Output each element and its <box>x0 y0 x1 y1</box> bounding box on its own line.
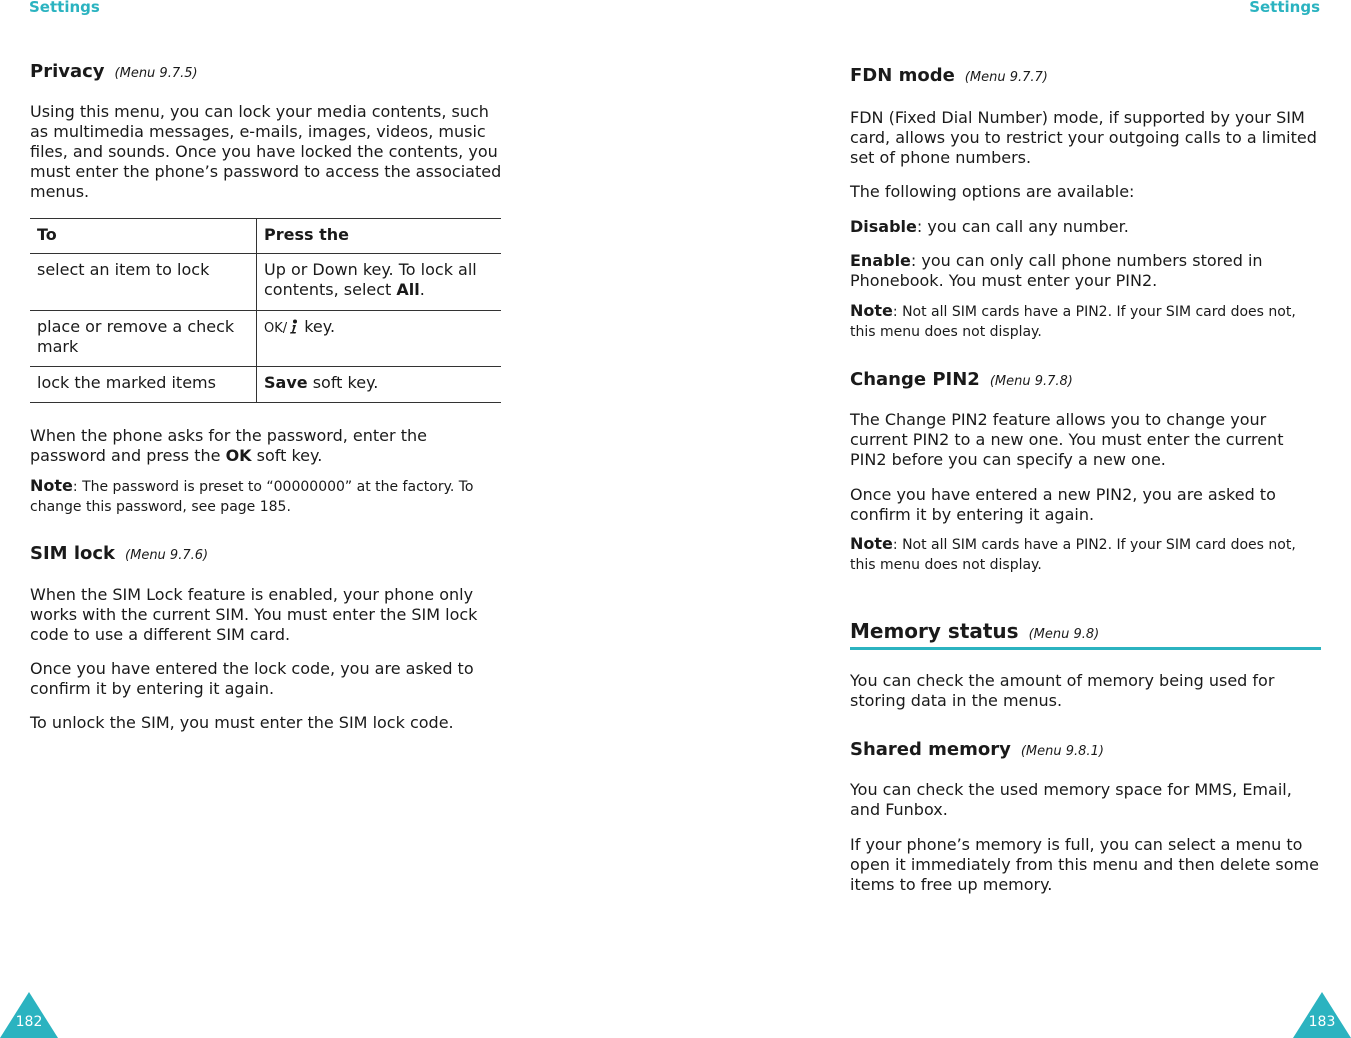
memory-heading <box>850 619 1321 647</box>
simlock-title: SIM lock <box>30 543 116 564</box>
memory-p1: You can check the amount of memory being used for storing data in the menus. <box>850 671 1275 710</box>
fdn-note: Note: Not all SIM cards have a PIN2. If your SIM card does not, this menu does not display. <box>850 301 1296 340</box>
shared-title: Shared memory <box>850 739 1011 760</box>
simlock-p3: To unlock the SIM, you must enter the SIM lock code. <box>30 713 454 732</box>
shared-p1: You can check the used memory space for MMS, Email, and Funbox. <box>850 780 1292 819</box>
simlock-menu-ref: (Menu 9.7.6) <box>125 548 209 563</box>
privacy-after-table: When the phone asks for the password, enter the password and press the OK soft key. <box>30 426 427 465</box>
table-row <box>30 254 501 311</box>
ok-key-label: OK/ <box>264 321 288 336</box>
shared-heading <box>850 739 1321 763</box>
privacy-menu-ref: (Menu 9.7.5) <box>114 66 198 81</box>
privacy-title: Privacy <box>30 61 105 82</box>
table-cell-to: place or remove a check mark <box>30 311 257 367</box>
page-number-left: 182 <box>0 992 58 1038</box>
privacy-body: Using this menu, you can lock your media contents, such as multimedia messages, e-mails, images, videos, music files, and sounds. Once you have locked the contents, you must enter the phone’s password to access the associated menus. <box>30 102 502 201</box>
table-cell-to: lock the marked items <box>30 367 257 403</box>
fdn-heading <box>850 65 1321 89</box>
fdn-enable: Enable: you can only call phone numbers stored in Phonebook. You must enter your PIN2. <box>850 251 1263 290</box>
table-cell-to: select an item to lock <box>30 254 257 311</box>
table-cell-press: Save soft key. <box>257 367 502 403</box>
table-header-press: Press the <box>257 219 502 254</box>
memory-menu-ref: (Menu 9.8) <box>1028 627 1100 642</box>
fdn-p2: The following options are available: <box>850 182 1135 201</box>
simlock-heading <box>30 543 502 567</box>
running-header-left: Settings <box>29 0 100 16</box>
fdn-p1: FDN (Fixed Dial Number) mode, if supported by your SIM card, allows you to restrict your outgoing calls to a limited set of phone numbers. <box>850 108 1317 167</box>
fdn-disable: Disable: you can call any number. <box>850 217 1129 236</box>
fdn-menu-ref: (Menu 9.7.7) <box>964 70 1048 85</box>
table-row <box>30 311 501 367</box>
shared-p2: If your phone’s memory is full, you can select a menu to open it immediately from this menu and then delete some items to free up memory. <box>850 835 1319 894</box>
simlock-p2: Once you have entered the lock code, you are asked to confirm it by entering it again. <box>30 659 474 698</box>
info-key-icon <box>287 319 299 334</box>
pin2-p1: The Change PIN2 feature allows you to change your current PIN2 to a new one. You must enter the current PIN2 before you can specify a new one. <box>850 410 1284 469</box>
privacy-note: Note: The password is preset to “00000000” at the factory. To change this password, see page 185. <box>30 476 474 515</box>
fdn-title: FDN mode <box>850 65 955 86</box>
table-cell-press: Up or Down key. To lock all contents, select All. <box>257 254 502 311</box>
running-header-right: Settings <box>1249 0 1320 16</box>
privacy-heading <box>30 61 502 85</box>
pin2-menu-ref: (Menu 9.7.8) <box>989 374 1073 389</box>
pin2-note: Note: Not all SIM cards have a PIN2. If your SIM card does not, this menu does not display. <box>850 534 1296 573</box>
table-cell-press: OK/ key. <box>257 311 502 367</box>
table-row <box>30 367 501 403</box>
shared-menu-ref: (Menu 9.8.1) <box>1020 744 1104 759</box>
table-header-row <box>30 219 501 254</box>
pin2-p2: Once you have entered a new PIN2, you are asked to confirm it by entering it again. <box>850 485 1276 524</box>
page-number-right: 183 <box>1293 992 1351 1038</box>
privacy-key-table <box>30 218 501 403</box>
simlock-p1: When the SIM Lock feature is enabled, your phone only works with the current SIM. You must enter the SIM lock code to use a different SIM card. <box>30 585 478 644</box>
pin2-title: Change PIN2 <box>850 369 980 390</box>
section-rule <box>850 647 1321 650</box>
memory-title: Memory status <box>850 619 1019 643</box>
table-header-to: To <box>30 219 257 254</box>
pin2-heading <box>850 369 1321 393</box>
